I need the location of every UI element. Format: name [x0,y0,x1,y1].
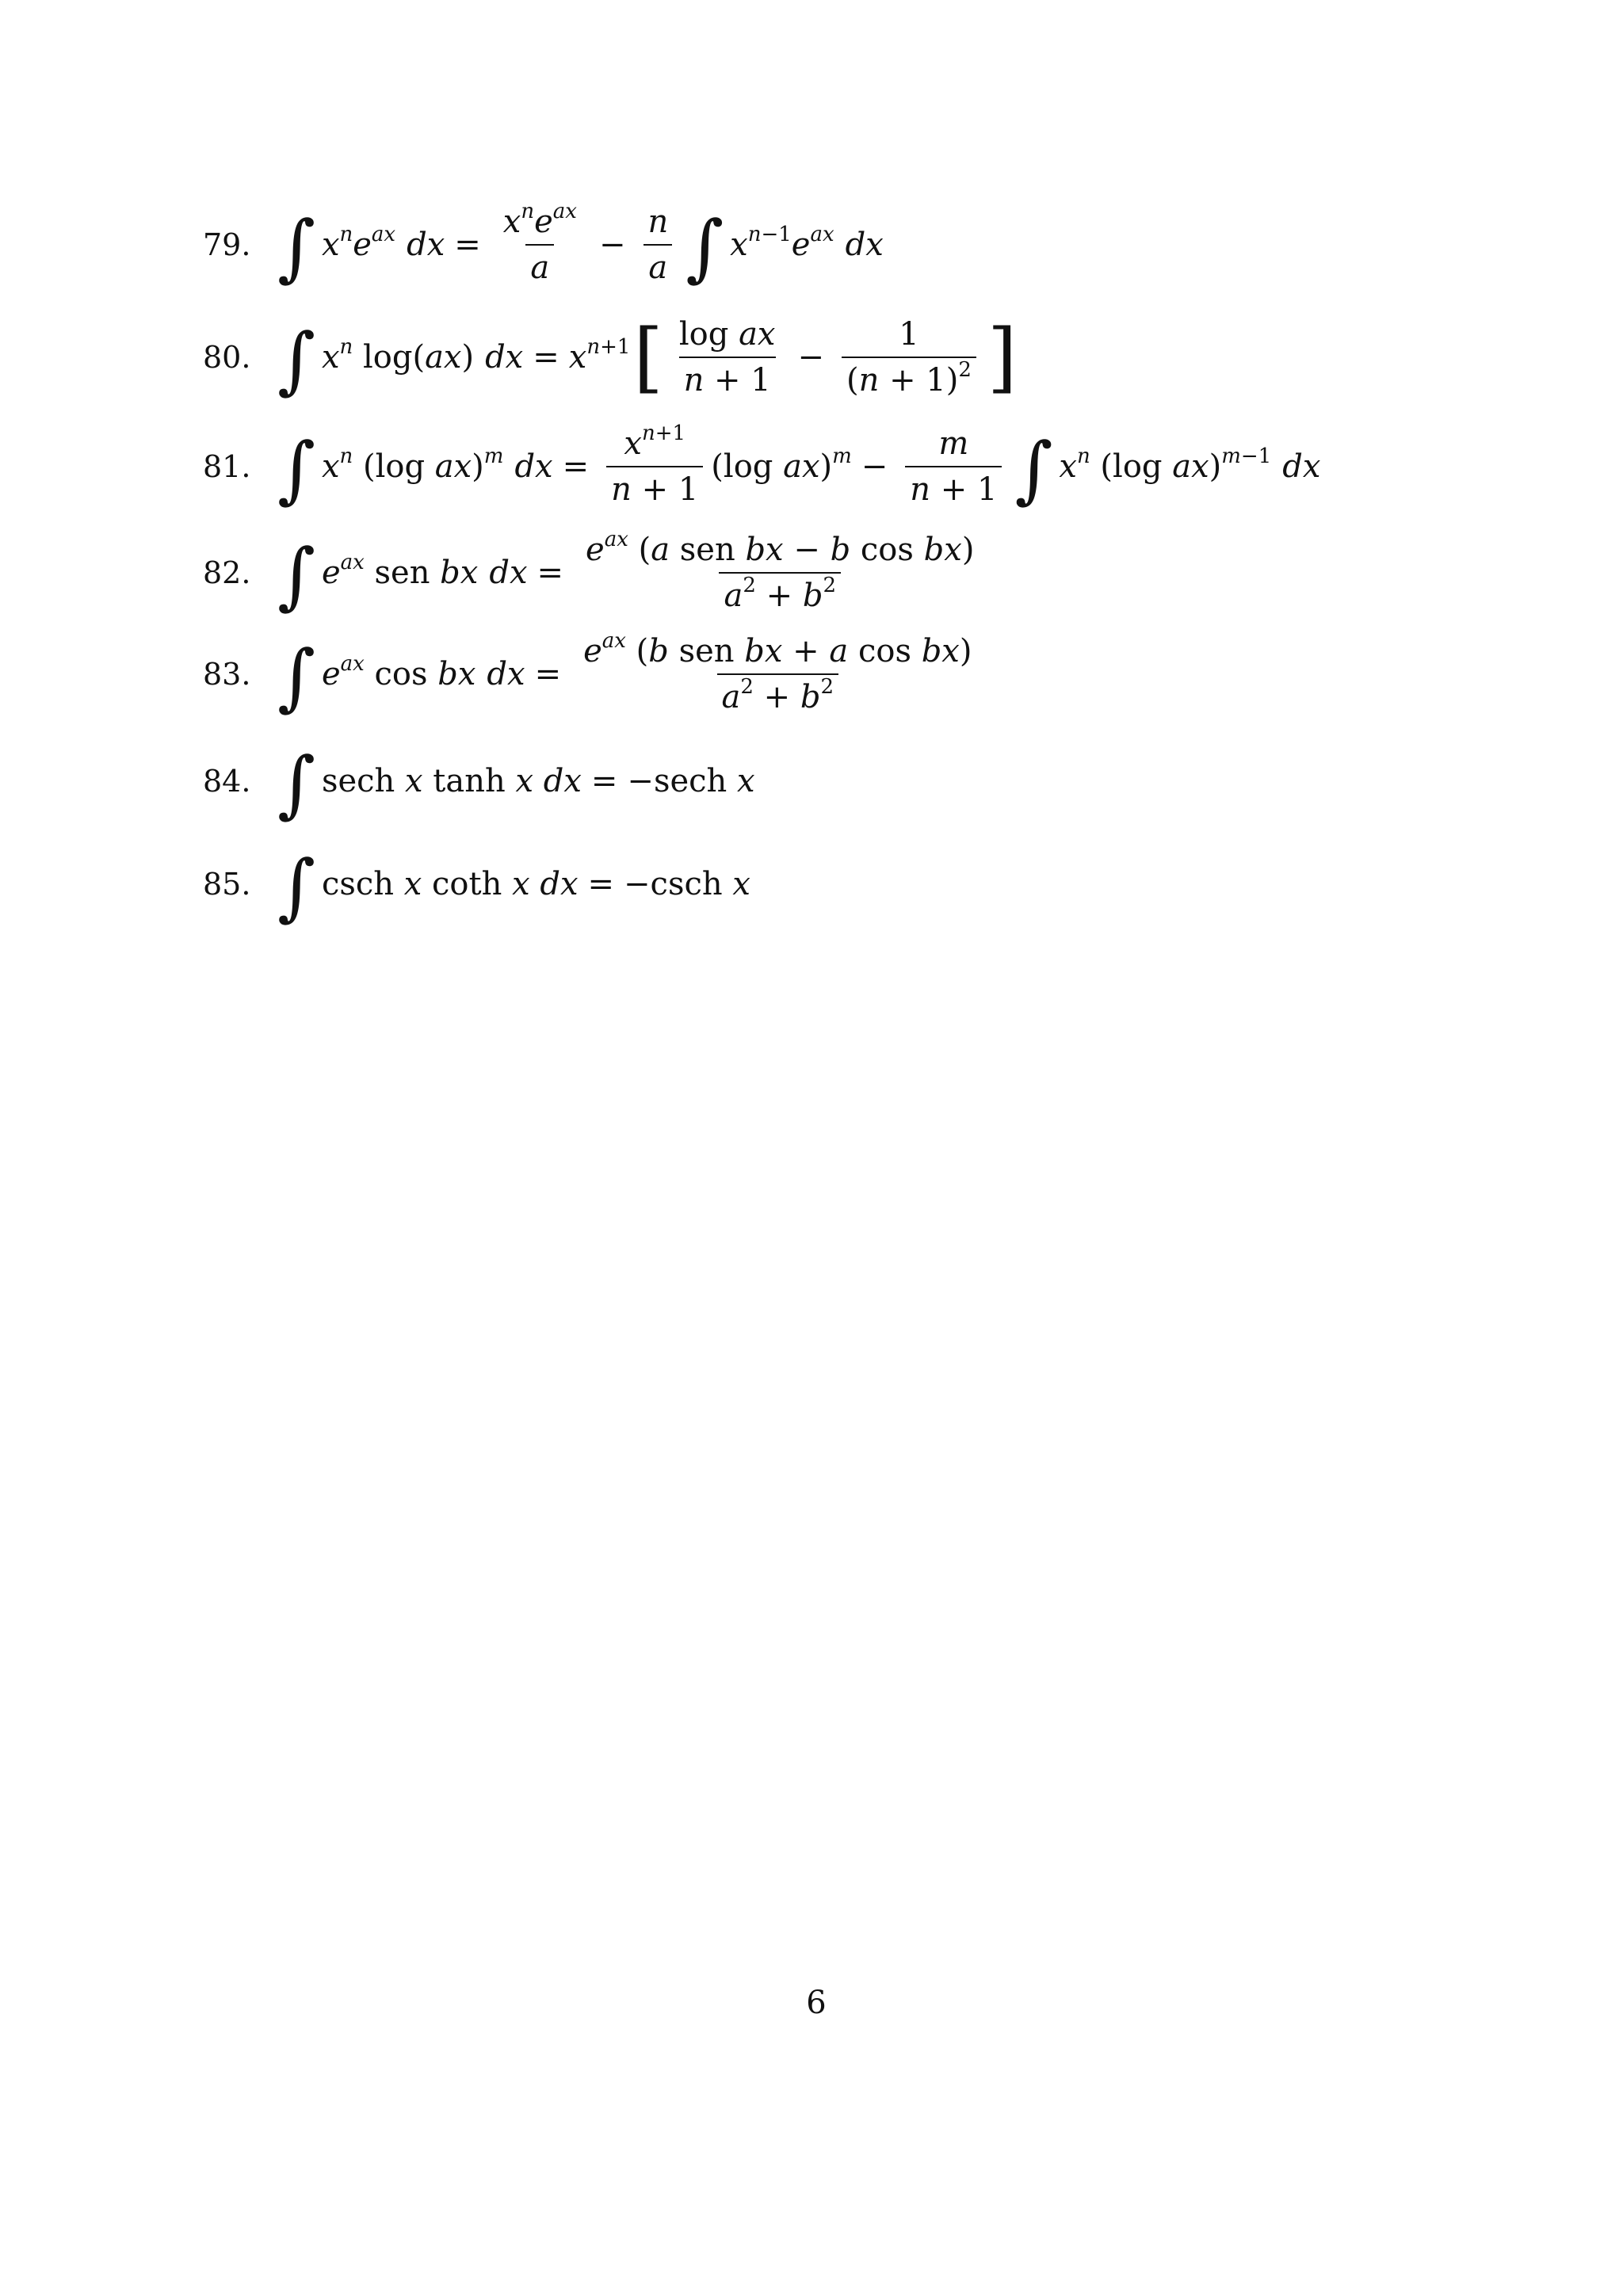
result: −sech x [627,763,755,799]
equation-number: 79. [203,227,251,262]
equation-84 [203,742,755,826]
integral-sign: ∫ [277,742,315,826]
integrand: $x^n$ (log ax)$^{m-1}$ dx [1059,444,1321,485]
equation-number: 84. [203,764,251,799]
equals-sign: = [587,866,615,902]
left-bracket: [ [633,313,663,402]
result: −csch x [624,866,750,902]
equation-80 [203,313,1020,402]
term: (log ax)$^m$ [711,444,852,485]
integral-sign: ∫ [277,318,315,402]
equation-85 [203,845,750,929]
integrand: $x^n$ log(ax) dx [321,335,524,376]
equation-number: 85. [203,867,251,902]
integrand: $e^{ax}$ cos bx dx [321,652,525,692]
fraction: $\frac{n}{a}$ [643,204,673,285]
fraction: $\frac{1}{(n + 1)^2}$ [842,317,976,398]
integral-sign: ∫ [277,533,315,618]
minus-sign: − [861,448,888,485]
equation-79 [203,200,884,290]
integral-sign: ∫ [277,205,315,290]
integrand: $x^{n-1}e^{ax}$ dx [730,223,884,263]
right-bracket: ] [987,313,1018,402]
term: $x^{n+1}$ [568,335,631,376]
integrand: $x^n$ (log ax)$^m$ dx [321,444,553,485]
equation-number: 82. [203,555,251,590]
fraction: $\frac{\text{log ax}}{n + 1}$ [678,316,776,399]
equals-sign: = [562,448,590,485]
equals-sign: = [537,555,564,591]
integral-sign: ∫ [1014,427,1053,512]
equals-sign: = [533,339,559,376]
equation-number: 81. [203,449,251,484]
integral-sign: ∫ [685,205,724,290]
integral-sign: ∫ [277,427,315,512]
equation-83 [203,629,984,719]
fraction: $\frac{e^{ax} (b sen bx + a \cos bx)}{a^2 + b^2}$ [583,629,972,715]
integral-sign: ∫ [277,845,315,929]
equation-81 [203,421,1321,512]
equation-82 [203,528,987,618]
equals-sign: = [590,763,618,799]
equals-sign: = [534,656,562,692]
page-number: 6 [806,1985,827,2021]
integrand: $e^{ax}$ sen bx dx [321,551,528,591]
fraction: $\frac{x^ne^{ax}}{a}$ [502,200,577,286]
fraction: $\frac{x^{n+1}}{n + 1}$ [606,426,703,507]
integrand: sech x tanh x dx [321,763,582,799]
equation-number: 80. [203,340,251,375]
fraction: $\frac{e^{ax} (a sen bx - b \cos bx)}{a^2 + b^2}$ [586,528,975,614]
minus-sign: − [598,227,626,263]
equals-sign: = [454,227,481,263]
integrand: $x^ne^{ax}$ dx [321,223,445,263]
integral-sign: ∫ [277,635,315,719]
integrand: csch x coth x dx [321,866,579,902]
minus-sign: − [797,339,824,376]
fraction: $\frac{m}{n + 1}$ [905,426,1002,507]
equation-number: 83. [203,657,251,692]
